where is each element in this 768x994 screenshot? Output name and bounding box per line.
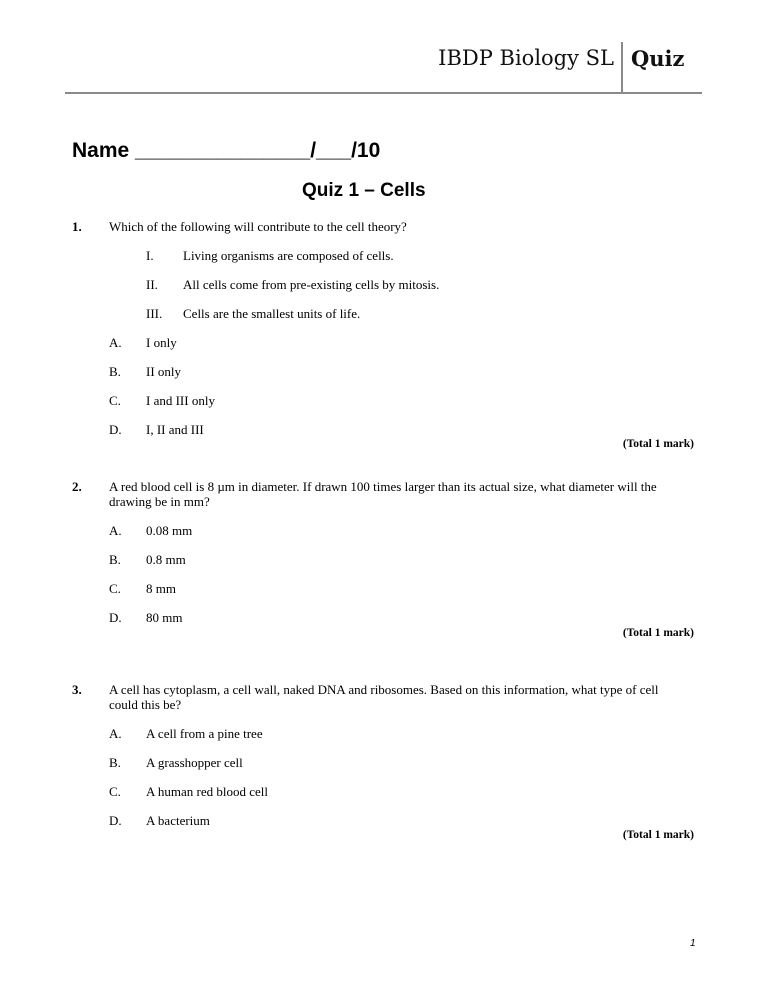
name-score-line: Name _______________/___/10	[72, 139, 381, 162]
header-divider-horizontal	[65, 92, 702, 94]
option-text: 80 mm	[146, 610, 183, 625]
question-number: 2.	[72, 479, 82, 494]
question-text: Which of the following will contribute to the cell theory?	[109, 219, 407, 234]
option-letter: D.	[109, 813, 122, 828]
option-letter: C.	[109, 393, 121, 408]
option-letter: B.	[109, 552, 121, 567]
total-marks: (Total 1 mark)	[622, 829, 694, 841]
question-number: 1.	[72, 219, 82, 234]
statement-number: I.	[146, 248, 154, 263]
total-marks: (Total 1 mark)	[622, 438, 694, 450]
total-marks: (Total 1 mark)	[622, 627, 694, 639]
question-text: A cell has cytoplasm, a cell wall, naked DNA and ribosomes. Based on this information, what type of cell could this be?	[109, 682, 659, 712]
statement-number: III.	[146, 306, 163, 321]
option-letter: D.	[109, 422, 122, 437]
question-text: A red blood cell is 8 µm in diameter. If drawn 100 times larger than its actual size, what diameter will the drawing be in mm?	[109, 479, 657, 509]
quiz-title: Quiz 1 – Cells	[302, 180, 426, 201]
statement-text: Living organisms are composed of cells.	[183, 248, 394, 263]
option-letter: D.	[109, 610, 122, 625]
statement-text: All cells come from pre-existing cells by mitosis.	[183, 277, 440, 292]
option-text: 8 mm	[146, 581, 176, 596]
option-text: A bacterium	[146, 813, 210, 828]
header-divider-vertical	[621, 42, 623, 94]
question-number: 3.	[72, 682, 82, 697]
option-text: 0.08 mm	[146, 523, 193, 538]
statement-text: Cells are the smallest units of life.	[183, 306, 361, 321]
option-text: I only	[146, 335, 177, 350]
option-text: 0.8 mm	[146, 552, 186, 567]
option-text: I and III only	[146, 393, 215, 408]
header-course-title: IBDP Biology SL	[438, 46, 614, 70]
header-doc-type: Quiz	[631, 46, 685, 71]
option-text: I, II and III	[146, 422, 204, 437]
statement-number: II.	[146, 277, 158, 292]
option-letter: A.	[109, 726, 122, 741]
page-number: 1	[690, 938, 696, 949]
option-letter: A.	[109, 523, 122, 538]
option-letter: C.	[109, 784, 121, 799]
option-text: II only	[146, 364, 182, 379]
option-letter: B.	[109, 755, 121, 770]
option-text: A grasshopper cell	[146, 755, 243, 770]
option-letter: A.	[109, 335, 122, 350]
option-text: A human red blood cell	[146, 784, 269, 799]
option-letter: B.	[109, 364, 121, 379]
option-letter: C.	[109, 581, 121, 596]
option-text: A cell from a pine tree	[146, 726, 263, 741]
